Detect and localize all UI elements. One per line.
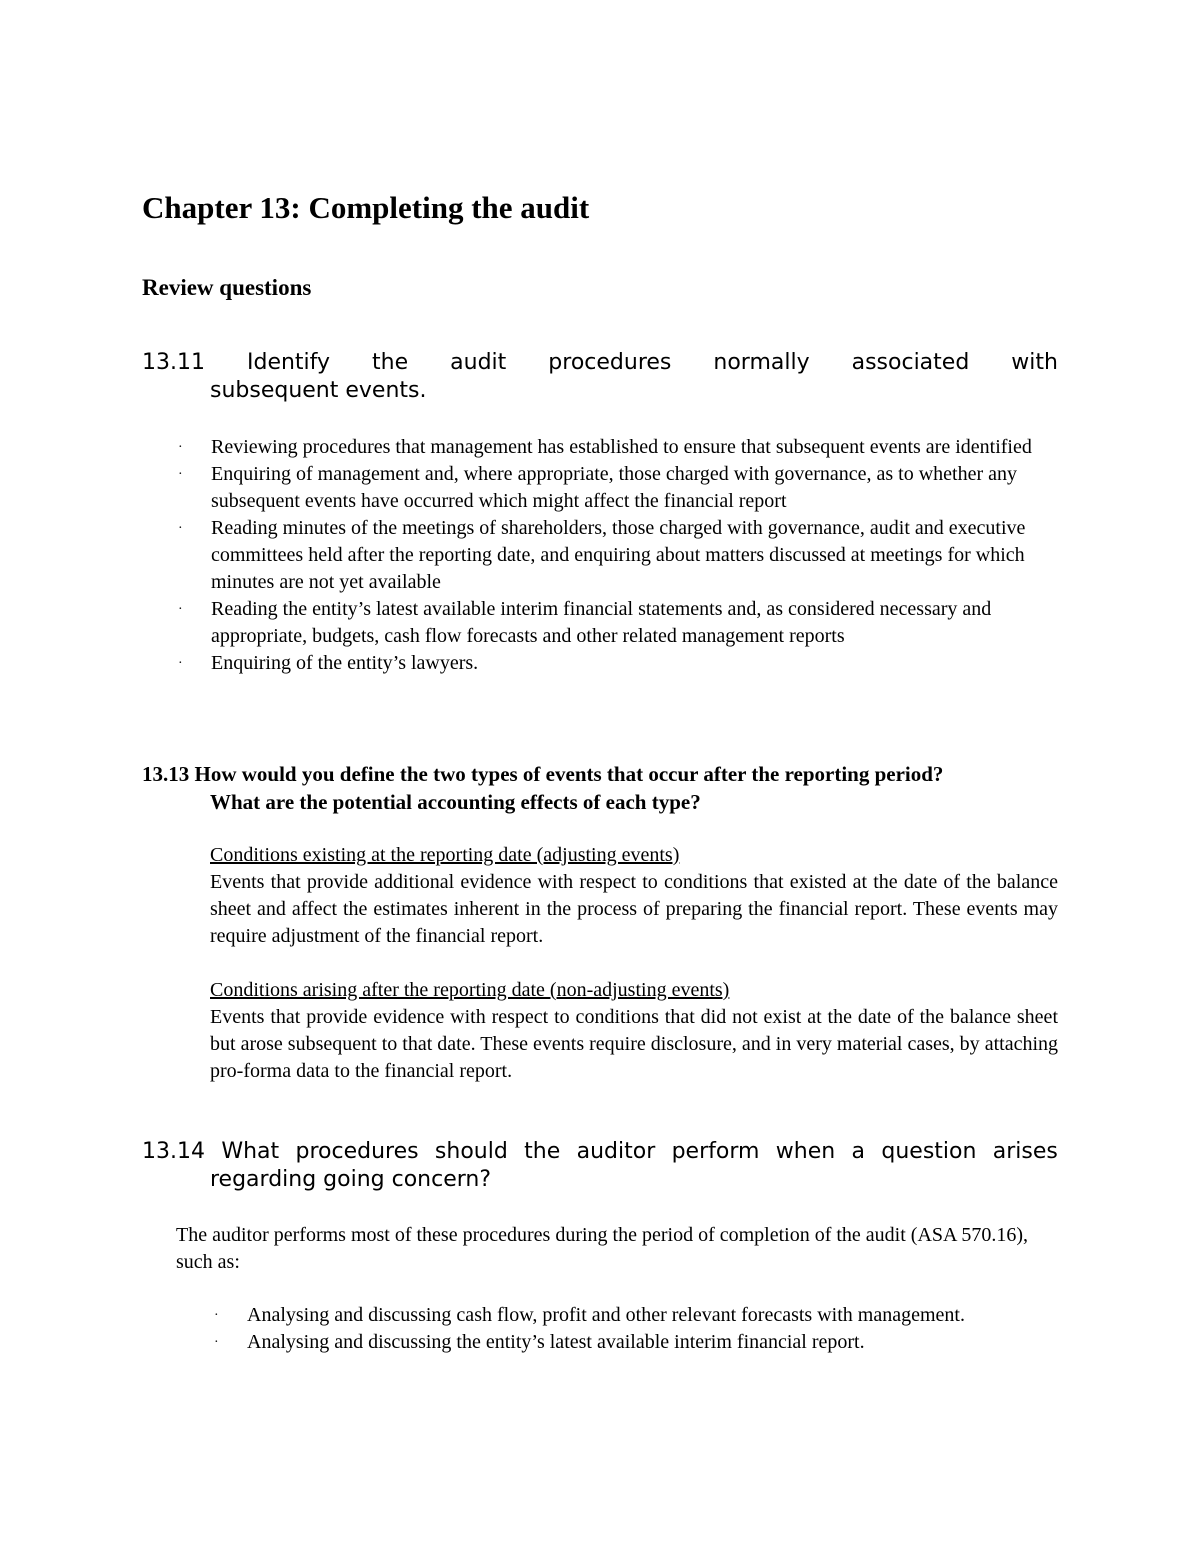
question-13-11 — [142, 349, 1058, 405]
question-word: associated — [851, 350, 970, 375]
question-word: audit — [450, 350, 507, 375]
question-13-14-line1 — [142, 1138, 1058, 1166]
question-word: should — [434, 1139, 508, 1164]
question-word: a — [851, 1139, 866, 1164]
bullet-icon: · — [178, 440, 183, 455]
list-item-text: Reviewing procedures that management has established to ensure that subsequent events are identified — [211, 436, 1032, 458]
list-item-text: Analysing and discussing the entity’s latest available interim financial report. — [247, 1331, 865, 1353]
adjusting-events-title: Conditions existing at the reporting date (adjusting events) — [210, 844, 680, 866]
list-item-text: Enquiring of the entity’s lawyers. — [211, 652, 479, 674]
list-item-text: Enquiring of management and, where appropriate, those charged with governance, as to whether any subsequent events have occurred which might affect the financial report — [211, 463, 1018, 512]
list-item — [214, 1302, 1057, 1329]
bullet-icon: · — [178, 656, 183, 671]
bullet-icon: · — [214, 1335, 219, 1350]
going-concern-intro: The auditor performs most of these procedures during the period of completion of the audit (ASA 570.16), such as: — [176, 1224, 1029, 1273]
adjusting-events-block — [210, 842, 1058, 950]
non-adjusting-events-text: Events that provide evidence with respect to conditions that did not exist at the date of the balance sheet but arose subsequent to that date. These events require disclosure, and in very material cases, by attaching pro-forma data to the financial report. — [210, 1006, 1058, 1082]
question-13-11-line1 — [142, 349, 1058, 377]
question-word: What — [221, 1139, 280, 1164]
non-adjusting-events-title: Conditions arising after the reporting date (non-adjusting events) — [210, 979, 730, 1001]
non-adjusting-events-block — [210, 977, 1058, 1085]
question-13-13-line1: 13.13 How would you define the two types of events that occur after the reporting period? — [142, 762, 944, 786]
question-number: 13.11 — [142, 350, 205, 375]
subsequent-events-procedures-list — [178, 434, 1061, 677]
question-number: 13.14 — [142, 1139, 205, 1164]
list-item — [178, 434, 1061, 461]
list-item — [214, 1329, 1057, 1356]
list-item — [178, 461, 1061, 515]
bullet-icon: · — [178, 521, 183, 536]
question-word: procedures — [548, 350, 672, 375]
list-item-text: Reading the entity’s latest available interim financial statements and, as considered necessary and appropriate, budgets, cash flow forecasts and other related management reports — [211, 598, 992, 647]
question-word: the — [372, 350, 409, 375]
bullet-icon: · — [178, 602, 183, 617]
going-concern-procedures-list — [214, 1302, 1057, 1356]
question-word: perform — [671, 1139, 760, 1164]
list-item — [178, 650, 1061, 677]
question-word: the — [524, 1139, 561, 1164]
question-word: procedures — [295, 1139, 419, 1164]
list-item-text: Analysing and discussing cash flow, profit and other relevant forecasts with management. — [247, 1304, 965, 1326]
question-word: auditor — [576, 1139, 656, 1164]
question-13-13 — [142, 760, 1058, 816]
adjusting-events-text: Events that provide additional evidence with respect to conditions that existed at the date of the balance sheet and affect the estimates inherent in the process of preparing the financial report. These events may require adjustment of the financial report. — [210, 871, 1058, 947]
list-item-text: Reading minutes of the meetings of shareholders, those charged with governance, audit and executive committees held after the reporting date, and enquiring about matters discussed at meetings for which minutes are not yet available — [211, 517, 1026, 593]
bullet-icon: · — [178, 467, 183, 482]
list-item — [178, 596, 1061, 650]
question-13-13-line2: What are the potential accounting effects of each type? — [210, 790, 701, 814]
question-13-11-line2: subsequent events. — [210, 378, 427, 403]
question-13-14-line2: regarding going concern? — [210, 1167, 492, 1192]
question-word: Identify — [246, 350, 331, 375]
question-word: when — [775, 1139, 836, 1164]
list-item — [178, 515, 1061, 596]
question-word: with — [1011, 350, 1058, 375]
question-word: question — [881, 1139, 977, 1164]
question-13-14 — [142, 1138, 1058, 1194]
section-heading: Review questions — [142, 275, 312, 300]
question-word: arises — [992, 1139, 1058, 1164]
chapter-title: Chapter 13: Completing the audit — [142, 190, 590, 225]
bullet-icon: · — [214, 1308, 219, 1323]
question-word: normally — [713, 350, 810, 375]
